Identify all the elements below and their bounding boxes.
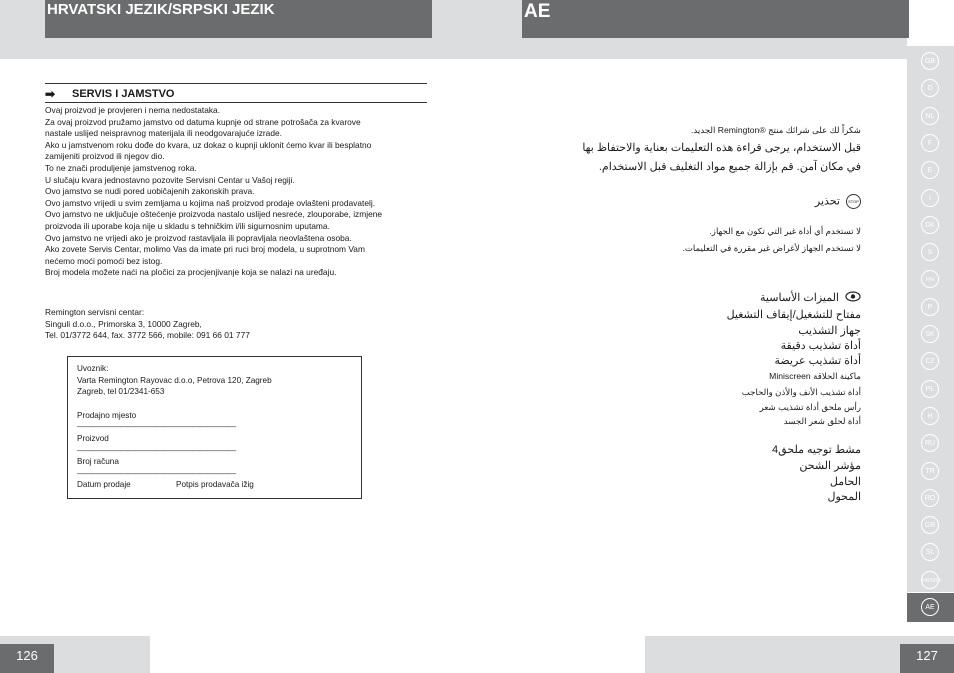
language-tab-hr-srb[interactable]: HR/SRB xyxy=(921,571,939,589)
language-tab-ro[interactable]: RO xyxy=(921,489,939,507)
warning-heading xyxy=(815,194,861,209)
shop-label: Prodajno mjesto xyxy=(77,410,137,420)
warranty-line: Ovo jamstvo vrijedi u svim zemljama u kojima naš proizvod prodaje ovlašteni prodavatelj. xyxy=(45,197,376,208)
language-tab-ru[interactable]: RU xyxy=(921,434,939,452)
language-tab-p[interactable]: P xyxy=(921,298,939,316)
warning-line: لا تستخدم أي أداة غير التي تكون مع الجهاز. xyxy=(709,226,861,236)
language-tab-h[interactable]: H xyxy=(921,407,939,425)
service-center-info xyxy=(45,307,250,342)
feature-item: رأس ملحق أداة تشذيب شعر xyxy=(759,402,861,412)
feature-item: أداة تشذيب عريضة xyxy=(774,355,861,367)
page-number-left: 126 xyxy=(0,644,54,673)
date-label: Datum prodaje xyxy=(77,480,131,490)
intro-small-text: شكراً لك على شرائك منتج ®Remington الجديد. xyxy=(691,125,861,135)
feature-item: أداة لحلق شعر الجسد xyxy=(783,416,861,426)
date-signature-row xyxy=(77,479,361,491)
warranty-card-box xyxy=(67,356,362,499)
warranty-line: Ako zovete Servis Centar, molimo Vas da imate pri ruci broj modela, u suprotnom Vam xyxy=(45,244,365,255)
service-line: Remington servisni centar: xyxy=(45,307,145,317)
language-tab-f[interactable]: F xyxy=(921,134,939,152)
accessory-item: المحول xyxy=(827,491,861,503)
feature-item: جهاز التشذيب xyxy=(798,325,861,337)
invoice-field-line: —————————————————————— xyxy=(77,468,236,478)
accessory-item: مؤشر الشحن xyxy=(799,460,861,472)
eye-icon xyxy=(845,291,861,305)
features-heading xyxy=(760,291,861,305)
warranty-line: U slučaju kvara jednostavno pozovite Servisni Centar u Vašoj regiji. xyxy=(45,174,295,185)
product-field-line: —————————————————————— xyxy=(77,445,236,455)
language-tab-dk[interactable]: DK xyxy=(921,216,939,234)
feature-item: ماكينة الحلاقة Miniscreen xyxy=(769,371,861,381)
warning-title: تحذير xyxy=(814,195,840,208)
language-tab-gb[interactable]: GB xyxy=(921,52,939,70)
language-tab-pl[interactable]: PL xyxy=(921,380,939,398)
language-tab-sl[interactable]: SL xyxy=(921,543,939,561)
language-tab-sk[interactable]: SK xyxy=(921,325,939,343)
section-title: SERVIS I JAMSTVO xyxy=(72,88,175,100)
section-heading xyxy=(45,83,427,103)
warranty-line: Ovo jamstvo ne vrijedi ako je proizvod rastavljala ili popravljala neovlaštena osoba. xyxy=(45,232,352,243)
language-tab-fin[interactable]: FIN xyxy=(921,270,939,288)
language-tab-e[interactable]: E xyxy=(921,161,939,179)
accessory-item: الحامل xyxy=(829,476,861,488)
warranty-line: nastale uslijed neispravnog materijala ili neodgovarajuće izrade. xyxy=(45,128,282,139)
language-tab-s[interactable]: S xyxy=(921,243,939,261)
intro-line: قبل الاستخدام، يرجى قراءة هذه التعليمات بعناية والاحتفاظ بها xyxy=(582,142,861,154)
feature-item: أداة تشذيب الأنف والأذن والحاجب xyxy=(741,387,861,397)
invoice-label: Broj računa xyxy=(77,457,119,467)
language-tab-gr[interactable]: GR xyxy=(921,516,939,534)
warning-line: لا تستخدم الجهاز لأغراض غير مقررة في التعليمات. xyxy=(682,243,861,253)
product-label: Proizvod xyxy=(77,433,109,443)
warranty-line: Ako u jamstvenom roku dođe do kvara, uz dokaz o kupnji uklonit ćemo kvar ili besplatno xyxy=(45,139,372,150)
language-tab-cz[interactable]: CZ xyxy=(921,352,939,370)
importer-line: Zagreb, tel 01/2341-653 xyxy=(77,387,165,397)
stop-icon: STOP xyxy=(846,194,861,209)
service-line: Singuli d.o.o., Primorska 3, 10000 Zagreb, xyxy=(45,318,202,329)
page-number-right: 127 xyxy=(900,644,954,673)
signature-label: Potpis prodavača ižig xyxy=(176,480,254,490)
importer-line: Varta Remington Rayovac d.o.o, Petrova 120, Zagreb xyxy=(77,375,272,385)
warranty-line: Broj modela možete naći na pločici za procjenjivanje koja se nalazi na uređaju. xyxy=(45,267,337,278)
language-tab-tr[interactable]: TR xyxy=(921,462,939,480)
warranty-line: Ovaj proizvod je provjeren i nema nedostataka. xyxy=(45,105,221,115)
feature-item: أداة تشذيب دقيقة xyxy=(780,340,861,352)
warranty-line: zamijeniti proizvod ili njegov dio. xyxy=(45,151,165,162)
importer-line: Uvoznik: xyxy=(77,364,109,373)
warranty-line: To ne znači produljenje jamstvenog roka. xyxy=(45,162,197,173)
right-page xyxy=(477,0,954,673)
feature-item: مفتاح للتشغيل/إيقاف التشغيل xyxy=(726,309,861,321)
warranty-line: Ovo jamstvo se nudi pored uobičajenih zakonskih prava. xyxy=(45,186,255,197)
language-tab-nl[interactable]: NL xyxy=(921,107,939,125)
right-header-title: AE xyxy=(522,0,909,38)
features-title: الميزات الأساسية xyxy=(760,292,839,304)
language-tab-i[interactable]: I xyxy=(921,189,939,207)
intro-line: في مكان آمن. قم بإزالة جميع مواد التغليف قبل الاستخدام. xyxy=(598,161,861,173)
warranty-line: Ovo jamstvo ne uključuje oštećenje proizvoda nastalo uslijed nesreće, zlouporabe, izmjene xyxy=(45,209,383,220)
warranty-line: Za ovaj proizvod pružamo jamstvo od datuma kupnje od strane potrošača za kvarove xyxy=(45,116,361,127)
left-header-title: HRVATSKI JEZIK/SRPSKI JEZIK xyxy=(45,0,432,38)
accessory-item: مشط توجيه ملحق4 xyxy=(772,444,861,456)
warranty-text xyxy=(45,105,430,279)
language-tab-ae[interactable]: AE xyxy=(921,598,939,616)
arrow-right-icon: ➡ xyxy=(45,87,56,101)
language-tabs-strip xyxy=(907,46,954,592)
language-tab-d[interactable]: D xyxy=(921,79,939,97)
warranty-line: proizvoda ili uporabe koja nije u skladu s tehničkim i/ili sigurnosnim uputama. xyxy=(45,220,330,231)
warranty-line: nećemo moći pomoći bez istog. xyxy=(45,255,163,266)
shop-field-line: —————————————————————— xyxy=(77,422,236,432)
service-line: Tel. 01/3772 644, fax. 3772 566, mobile: 091 66 01 777 xyxy=(45,330,250,341)
